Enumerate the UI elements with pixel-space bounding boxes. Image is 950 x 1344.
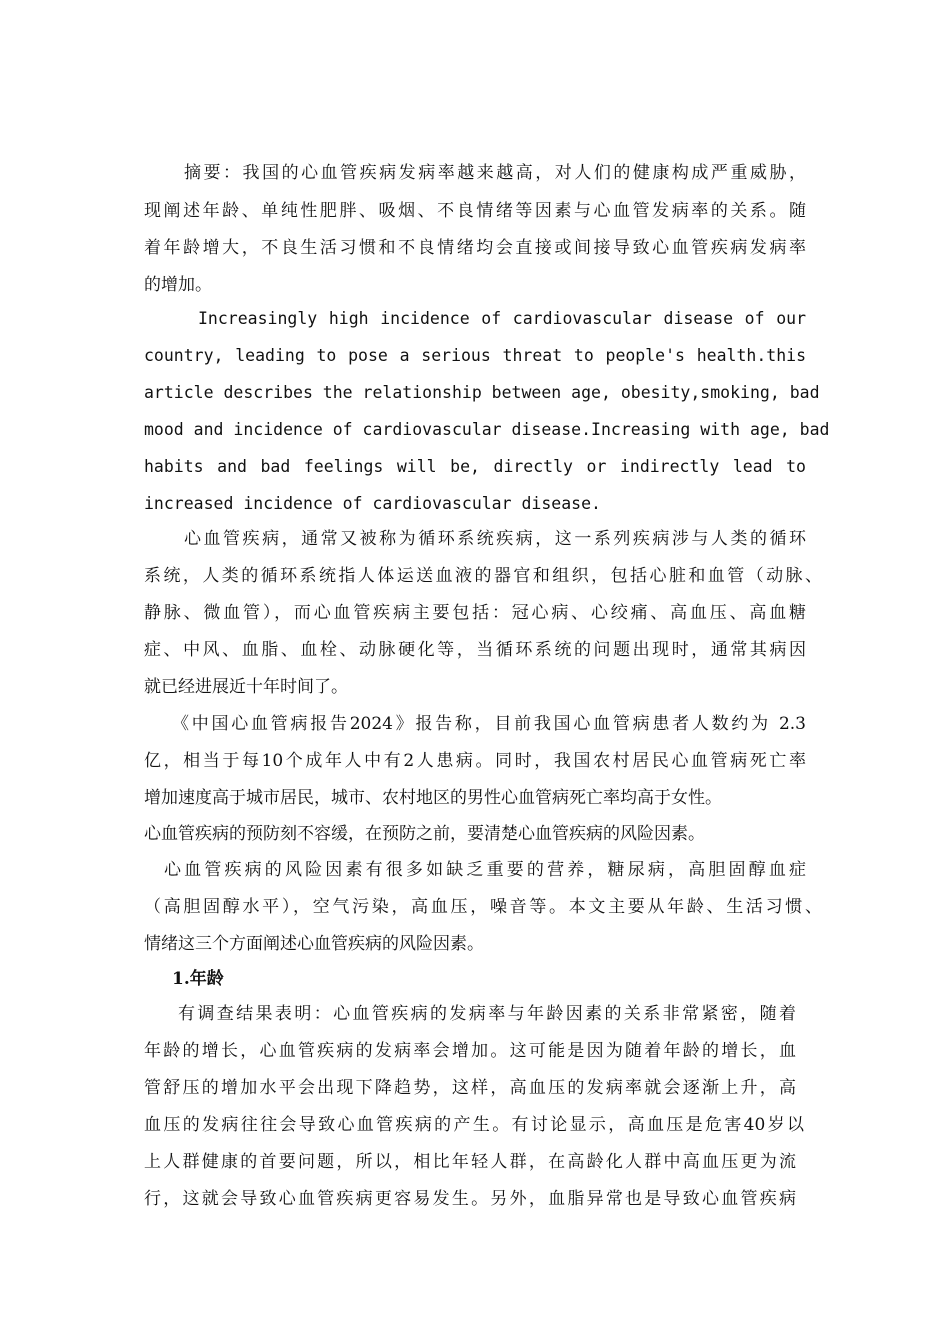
paragraph-line: 有调查结果表明：心血管疾病的发病率与年龄因素的关系非常紧密，随着	[178, 1004, 796, 1024]
abstract-en-line: Increasingly high incidence of cardiovascular disease of our	[198, 309, 806, 328]
paragraph-line: 静脉、微血管），而心血管疾病主要包括：冠心病、心绞痛、高血压、高血糖	[144, 603, 806, 623]
paragraph-line: 心血管疾病的预防刻不容缓，在预防之前，要清楚心血管疾病的风险因素。	[144, 824, 705, 844]
paragraph-line: 心血管疾病，通常又被称为循环系统疾病，这一系列疾病涉与人类的循环	[184, 529, 806, 549]
paragraph-line: 心血管疾病的风险因素有很多如缺乏重要的营养，糖尿病，高胆固醇血症	[164, 860, 806, 880]
paragraph-line: 亿，相当于每10个成年人中有2人患病。同时，我国农村居民心血管病死亡率	[144, 751, 806, 771]
paragraph-line: 上人群健康的首要问题，所以，相比年轻人群，在高龄化人群中高血压更为流	[144, 1152, 796, 1172]
paragraph-line: 就已经进展近十年时间了。	[144, 677, 348, 697]
paragraph-line: 系统，人类的循环系统指人体运送血液的器官和组织，包括心脏和血管（动脉、	[144, 566, 822, 586]
paragraph-line: 血压的发病往往会导致心血管疾病的产生。有讨论显示，高血压是危害40岁以	[144, 1115, 804, 1135]
paragraph-line: 《中国心血管病报告2024》报告称，目前我国心血管病患者人数约为 2.3	[172, 714, 806, 734]
paragraph-line: 行，这就会导致心血管疾病更容易发生。另外，血脂异常也是导致心血管疾病	[144, 1189, 796, 1209]
abstract-en-line: mood and incidence of cardiovascular disease.Increasing with age, bad	[144, 420, 830, 439]
paragraph-line: 情绪这三个方面阐述心血管疾病的风险因素。	[144, 934, 484, 954]
abstract-en-line: increased incidence of cardiovascular disease.	[144, 494, 601, 513]
paragraph-line: 管舒压的增加水平会出现下降趋势，这样，高血压的发病率就会逐渐上升，高	[144, 1078, 796, 1098]
paragraph-line: 症、中风、血脂、血栓、动脉硬化等，当循环系统的问题出现时，通常其病因	[144, 640, 806, 660]
paragraph-line: （高胆固醇水平），空气污染，高血压，噪音等。本文主要从年龄、生活习惯、	[144, 897, 822, 917]
abstract-cn-line: 着年龄增大，不良生活习惯和不良情绪均会直接或间接导致心血管疾病发病率	[144, 238, 806, 258]
abstract-en-line: habits and bad feelings will be, directly or indirectly lead to	[144, 457, 806, 476]
abstract-cn-line: 摘要：我国的心血管疾病发病率越来越高，对人们的健康构成严重威胁，	[184, 163, 806, 183]
abstract-cn-line: 现阐述年龄、单纯性肥胖、吸烟、不良情绪等因素与心血管发病率的关系。随	[144, 201, 806, 221]
abstract-en-line: article describes the relationship between age, obesity,smoking, bad	[144, 383, 820, 402]
abstract-en-line: country, leading to pose a serious threat to people's health.this	[144, 346, 806, 365]
section-heading-age: 1.年龄	[172, 969, 224, 989]
paragraph-line: 增加速度高于城市居民，城市、农村地区的男性心血管病死亡率均高于女性。	[144, 788, 722, 808]
paragraph-line: 年龄的增长，心血管疾病的发病率会增加。这可能是因为随着年龄的增长，血	[144, 1041, 796, 1061]
abstract-cn-line: 的增加。	[144, 275, 212, 295]
